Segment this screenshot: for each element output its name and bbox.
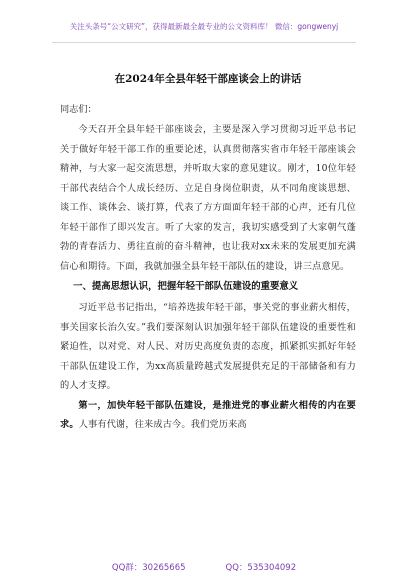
section-heading-1: 一、提高思想认识，把握年轻干部队伍建设的重要意义 (73, 281, 299, 292)
section-1-paragraph: 习近平总书记指出，“培养选拔年轻干部，事关党的事业薪火相传，事关国家长治久安。”我们要深刻认识加强年轻干部队伍建设的重要性和紧迫性，以对党、对人民、对历史高度负责的态度，抓紧抓实抓好年轻干部队伍建设工作，为xx高质量跨越式发展提供充足的干部储备和有力的人才支撑。 (60, 302, 356, 391)
document-title: 在2024年全县年轻干部座谈会上的讲话 (114, 73, 302, 85)
footer-qq-group: QQ群：30265665 (111, 563, 186, 573)
header-divider (52, 42, 356, 43)
point-1-lead: 第一，加快年轻干部队伍建设，是推进党的事业薪火相传的内在要求。 (60, 399, 356, 430)
footer-qq: QQ：535304092 (225, 563, 297, 573)
point-1-paragraph (60, 396, 356, 435)
header-banner: 关注头条号“公文研究”，获得最新最全最专业的公文资料库！ 微信：gongwenyj (69, 22, 339, 31)
salutation: 同志们： (60, 104, 97, 115)
intro-paragraph: 今天召开全县年轻干部座谈会，主要是深入学习贯彻习近平总书记关于做好年轻干部工作的重要论述，认真贯彻落实省市年轻干部座谈会精神，与大家一起交流思想，并听取大家的意见建议。刚才，10位年轻干部代表结合个人成长经历、立足自身岗位职责，从不同角度谈思想、谈工作、谈体会、谈打算，代表了方方面面年轻干部的心声，还有几位年轻干部作了即兴发言。听了大家的发言，我切实感受到了大家朝气蓬勃的青春活力、勇往直前的奋斗精神，也让我对xx未来的发展更加充满信心和期待。下面，我就加强全县年轻干部队伍的建设，讲三点意见。 (60, 124, 356, 272)
document-body (60, 72, 356, 435)
point-1-text: 人事有代谢，往来成古今。我们党历来高 (78, 419, 247, 430)
footer-contacts (0, 561, 408, 573)
